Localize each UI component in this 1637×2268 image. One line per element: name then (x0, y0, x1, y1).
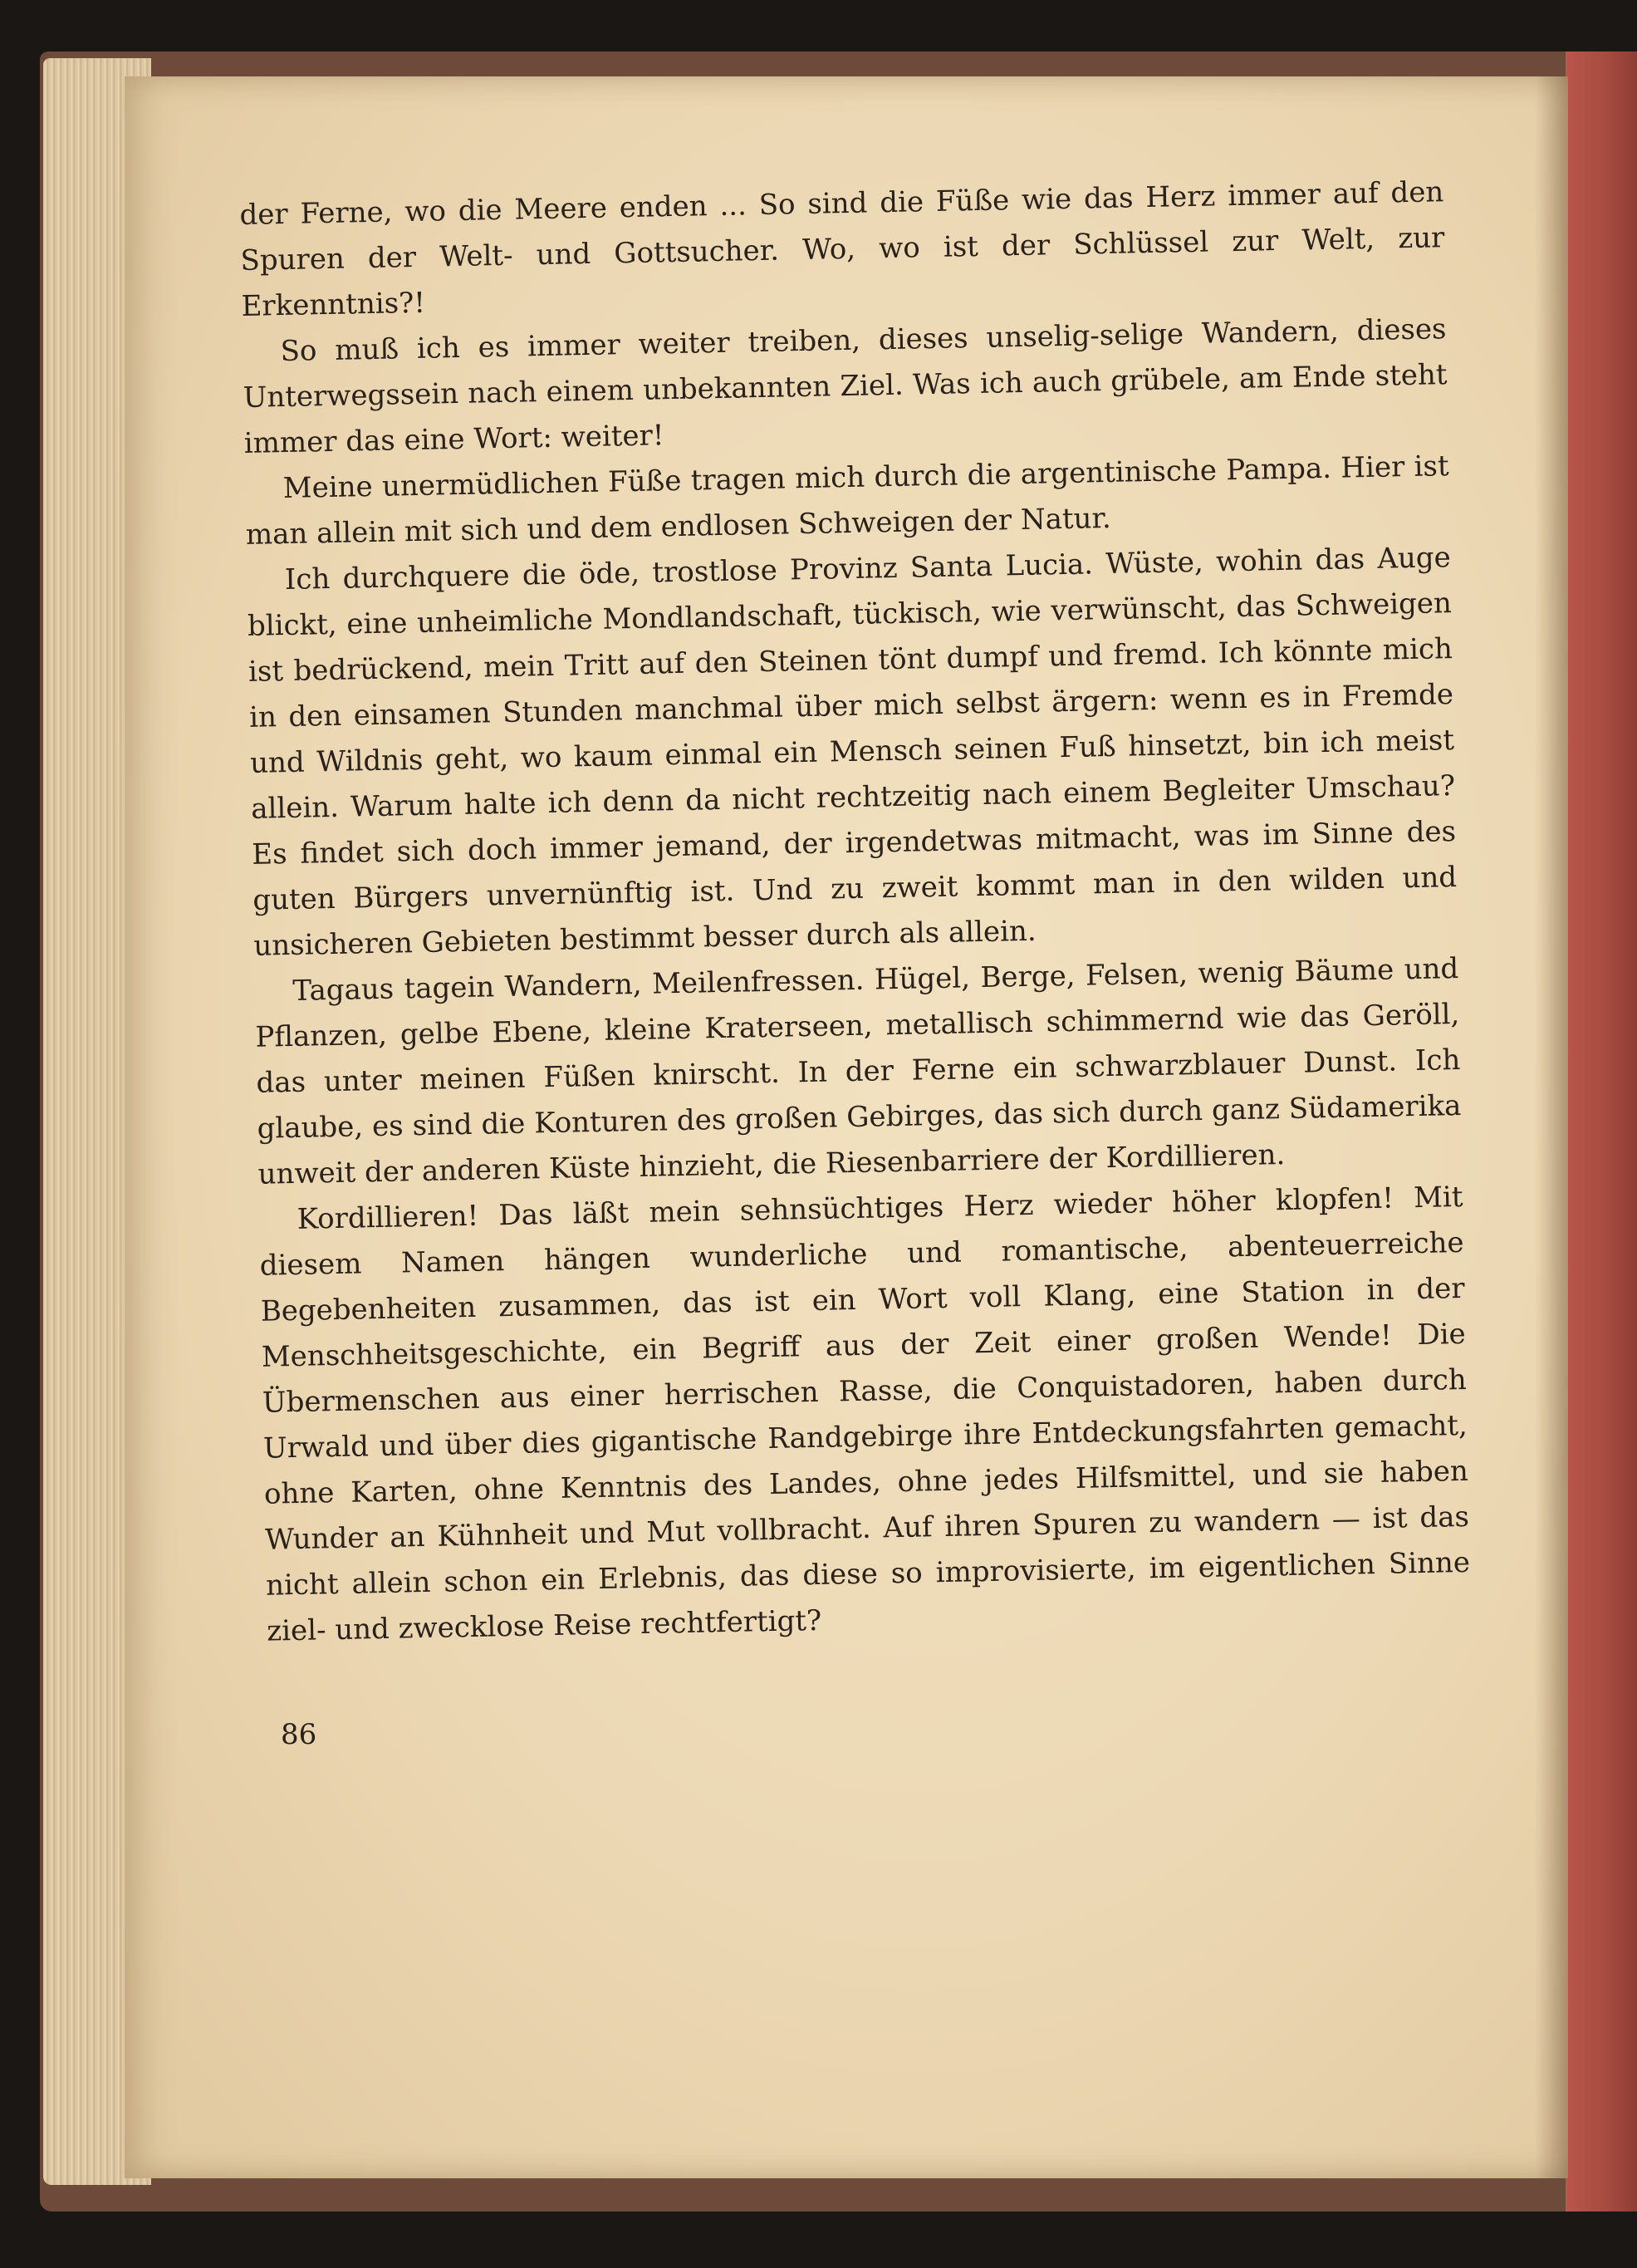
paragraph: Kordillieren! Das läßt mein sehnsüchtiges Herz wieder höher klopfen! Mit diesem Namen hängen wunderliche und romantische, abenteuerreiche Begebenheiten zusammen, das ist ein Wort voll Klang, eine Station in der Menschheitsgeschichte, ein Begriff aus der Zeit einer großen Wende! Die Übermenschen aus einer herrischen Rasse, die Conquistadoren, haben durch Urwald und über dies gigantische Randgebirge ihre Entdeckungsfahrten gemacht, ohne Karten, ohne Kenntnis des Landes, ohne jedes Hilfsmittel, und sie haben Wunder an Kühnheit und Mut vollbracht. Auf ihren Spuren zu wandern — ist das nicht allein schon ein Erlebnis, das diese so improvisierte, im eigentlichen Sinne ziel- und zwecklose Reise rechtfertigt? (259, 1180, 1471, 1648)
paragraph: der Ferne, wo die Meere enden ... So sind die Füße wie das Herz immer auf den Spuren der Welt- und Gottsucher. Wo, wo ist der Schlüssel zur Welt, zur Erkenntnis?! (239, 175, 1445, 323)
paragraph: Ich durchquere die öde, trostlose Provinz Santa Lucia. Wüste, wohin das Auge blickt, eine unheimliche Mondlandschaft, tückisch, wie verwünscht, das Schweigen ist bedrückend, mein Tritt auf den Steinen tönt dumpf und fremd. Ich könnte mich in den einsamen Stunden manchmal über mich selbst ärgern: wenn es in Fremde und Wildnis geht, wo kaum einmal ein Mensch seinen Fuß hinsetzt, bin ich meist allein. Warum halte ich denn da nicht rechtzeitig nach einem Begleiter Umschau? Es findet sich doch immer jemand, der irgendetwas mitmacht, was im Sinne des guten Bürgers unvernünftig ist. Und zu zweit kommt man in den wilden und unsicheren Gebieten bestimmt besser durch als allein. (247, 541, 1458, 963)
page-gutter-shadow (1535, 76, 1568, 2178)
paragraph: So muß ich es immer weiter treiben, dieses unselig-selige Wandern, dieses Unterwegssein nach einem unbekannten Ziel. Was ich auch grübele, am Ende steht immer das eine Wort: weiter! (243, 312, 1448, 460)
paragraph: Meine unermüdlichen Füße tragen mich durch die argentinische Pampa. Hier ist man allein mit sich und dem endlosen Schweigen der Natur. (245, 449, 1449, 552)
paragraph: Tagaus tagein Wandern, Meilenfressen. Hügel, Berge, Felsen, wenig Bäume und Pflanzen, gelbe Ebene, kleine Kraterseen, metallisch schimmernd wie das Geröll, das unter meinen Füßen knirscht. In der Ferne ein schwarzblauer Dunst. Ich glaube, es sind die Konturen des großen Gebirges, das sich durch ganz Südamerika unweit der anderen Küste hinzieht, die Riesenbarriere der Kordillieren. (255, 951, 1462, 1191)
page-number: 86 (281, 1718, 317, 1751)
body-text (239, 169, 1472, 1655)
book-cover-right-edge (1566, 52, 1637, 2212)
